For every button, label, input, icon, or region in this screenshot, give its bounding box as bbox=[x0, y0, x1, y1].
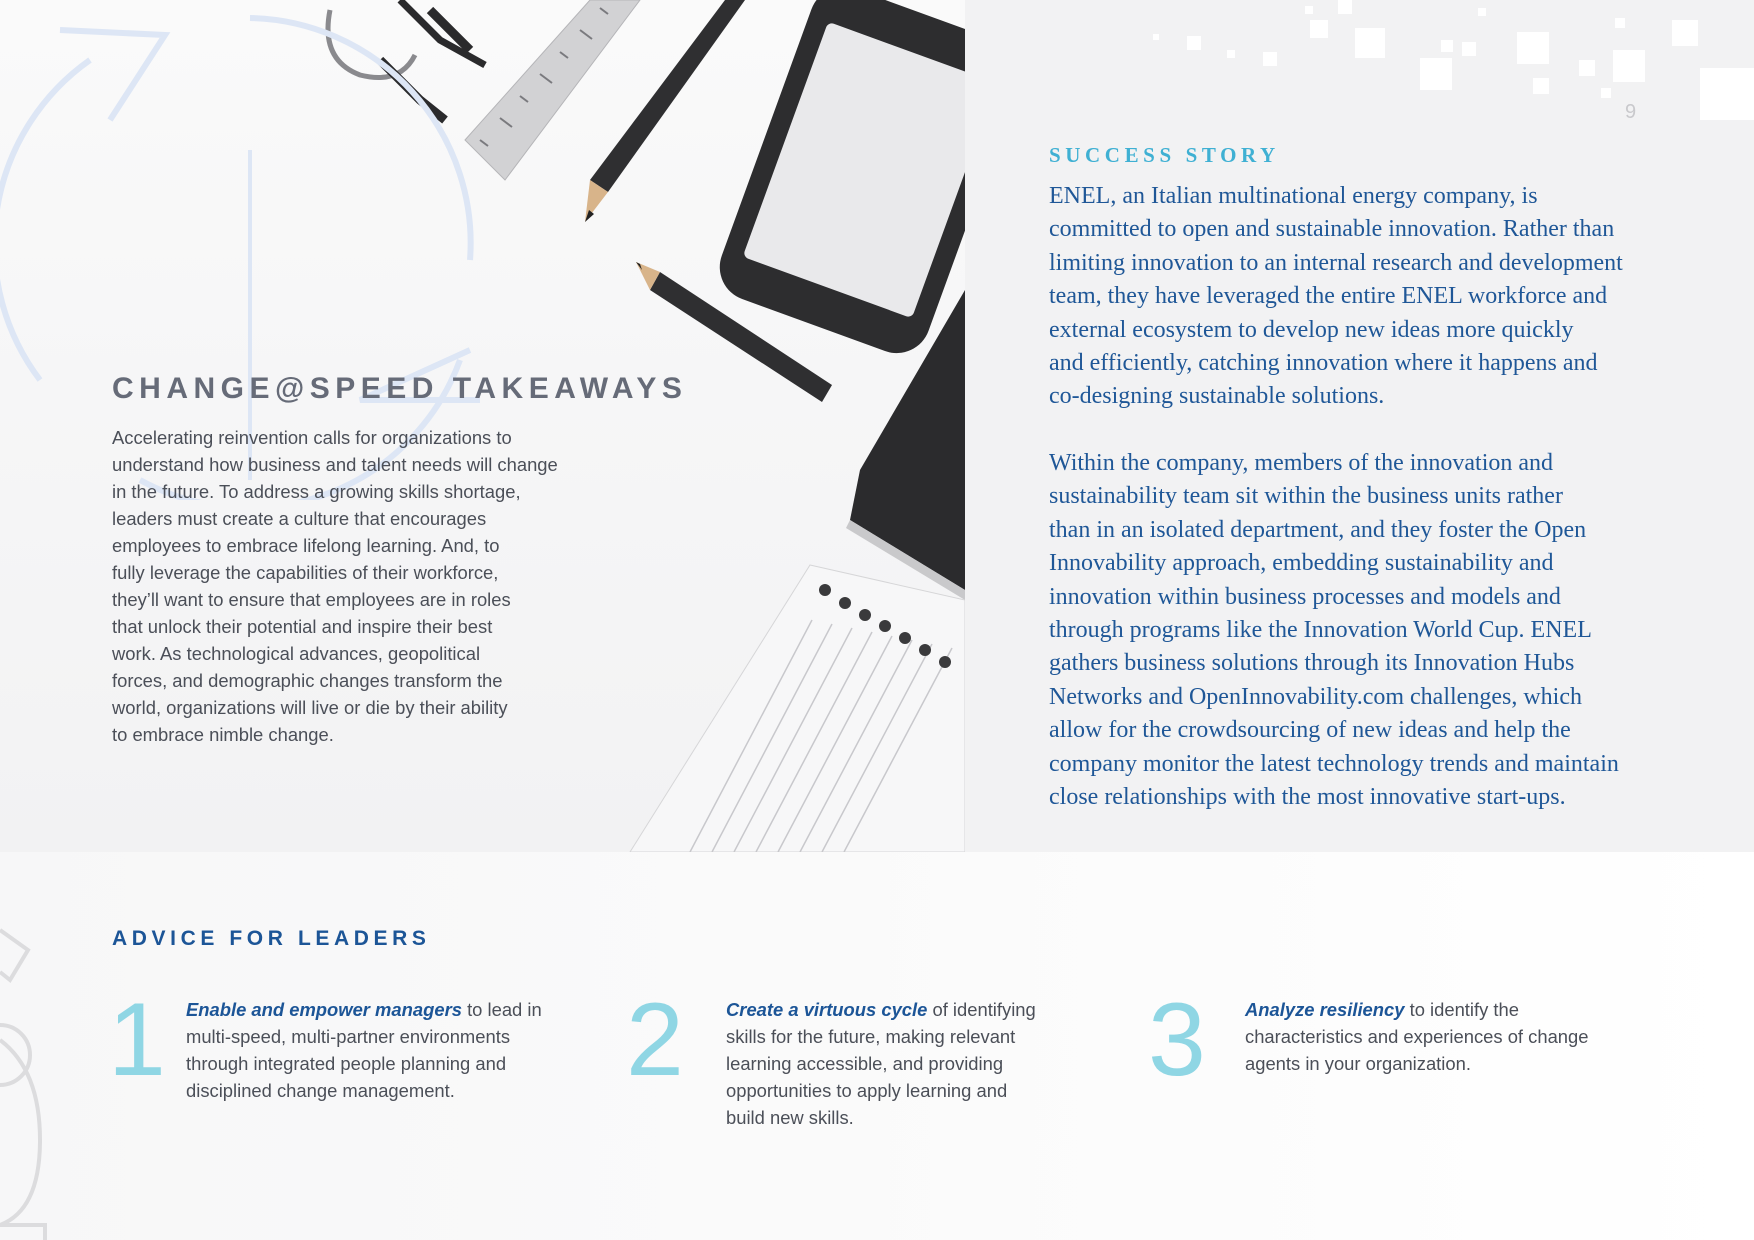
takeaways-line: they’ll want to ensure that employees are in roles bbox=[112, 589, 511, 610]
takeaways-body bbox=[112, 424, 612, 748]
story-line: committed to open and sustainable innovation. Rather than bbox=[1049, 216, 1615, 243]
advice-line: learning accessible, and providing bbox=[726, 1053, 1004, 1074]
takeaways-line: employees to embrace lifelong learning. And, to bbox=[112, 535, 500, 556]
story-line: and efficiently, catching innovation where it happens and bbox=[1049, 350, 1598, 377]
takeaways-line: in the future. To address a growing skills shortage, bbox=[112, 481, 521, 502]
advice-lead: Create a virtuous cycle bbox=[726, 999, 928, 1020]
advice-lead: Enable and empower managers bbox=[186, 999, 462, 1020]
story-line: Within the company, members of the innovation and bbox=[1049, 450, 1554, 476]
success-story-label: SUCCESS STORY bbox=[1049, 143, 1280, 167]
story-line: innovation within business processes and models and bbox=[1049, 583, 1561, 610]
takeaways-line: forces, and demographic changes transform the bbox=[112, 670, 503, 691]
story-line: through programs like the Innovation World Cup. ENEL bbox=[1049, 617, 1592, 644]
story-line: Networks and OpenInnovability.com challenges, which bbox=[1049, 683, 1582, 710]
advice-text-rest: of identifying bbox=[927, 999, 1036, 1020]
advice-number: 1 bbox=[108, 982, 166, 1098]
advice-line: opportunities to apply learning and bbox=[726, 1080, 1008, 1101]
story-line: allow for the crowdsourcing of new ideas and help the bbox=[1049, 717, 1571, 744]
advice-title: ADVICE FOR LEADERS bbox=[112, 927, 431, 950]
desk-photo bbox=[0, 0, 965, 852]
story-line: Innovability approach, embedding sustainability and bbox=[1049, 550, 1554, 577]
page-number: 9 bbox=[1625, 101, 1637, 123]
advice-line: characteristics and experiences of change bbox=[1245, 1026, 1589, 1047]
story-line: team, they have leveraged the entire ENEL workforce and bbox=[1049, 283, 1608, 310]
takeaways-line: Accelerating reinvention calls for organizations to bbox=[112, 427, 512, 448]
notepad-icon bbox=[630, 565, 965, 852]
takeaways-line: to embrace nimble change. bbox=[112, 724, 334, 745]
story-line: external ecosystem to develop new ideas more quickly bbox=[1049, 316, 1574, 343]
takeaways-line: fully leverage the capabilities of their workforce, bbox=[112, 562, 499, 583]
advice-text bbox=[186, 996, 542, 1104]
takeaways-line: world, organizations will live or die by their ability bbox=[112, 697, 508, 718]
advice-text bbox=[726, 996, 1036, 1131]
phone-icon bbox=[710, 0, 965, 363]
story-line: company monitor the latest technology trends and maintain bbox=[1049, 750, 1619, 777]
advice-text-rest: to lead in bbox=[461, 999, 542, 1020]
story-line: gathers business solutions through its Innovation Hubs bbox=[1049, 650, 1575, 677]
advice-line: through integrated people planning and bbox=[186, 1053, 507, 1074]
microscope-icon bbox=[0, 910, 50, 1240]
story-line: close relationships with the most innovative start-ups. bbox=[1049, 784, 1566, 811]
story-line: co-designing sustainable solutions. bbox=[1049, 383, 1385, 410]
advice-lead: Analyze resiliency bbox=[1245, 999, 1405, 1020]
advice-text bbox=[1245, 996, 1589, 1077]
takeaways-line: that unlock their potential and inspire their best bbox=[112, 616, 493, 637]
story-line: ENEL, an Italian multinational energy company, is bbox=[1049, 183, 1538, 209]
advice-line: multi-speed, multi-partner environments bbox=[186, 1026, 511, 1047]
success-story-paragraph-1 bbox=[1049, 180, 1689, 414]
advice-line: agents in your organization. bbox=[1245, 1053, 1471, 1074]
story-line: limiting innovation to an internal research and development bbox=[1049, 249, 1623, 276]
takeaways-title: CHANGE@SPEED TAKEAWAYS bbox=[112, 372, 688, 405]
success-story-paragraph-2 bbox=[1049, 447, 1689, 814]
advice-line: build new skills. bbox=[726, 1107, 854, 1128]
advice-text-rest: to identify the bbox=[1404, 999, 1519, 1020]
takeaways-line: understand how business and talent needs will change bbox=[112, 454, 558, 475]
story-line: than in an isolated department, and they foster the Open bbox=[1049, 516, 1587, 543]
advice-number: 2 bbox=[626, 982, 684, 1098]
takeaways-line: leaders must create a culture that encourages bbox=[112, 508, 487, 529]
advice-line: skills for the future, making relevant bbox=[726, 1026, 1016, 1047]
advice-number: 3 bbox=[1148, 982, 1206, 1098]
story-line: sustainability team sit within the business units rather bbox=[1049, 483, 1563, 510]
advice-line: disciplined change management. bbox=[186, 1080, 455, 1101]
takeaways-line: work. As technological advances, geopolitical bbox=[112, 643, 481, 664]
